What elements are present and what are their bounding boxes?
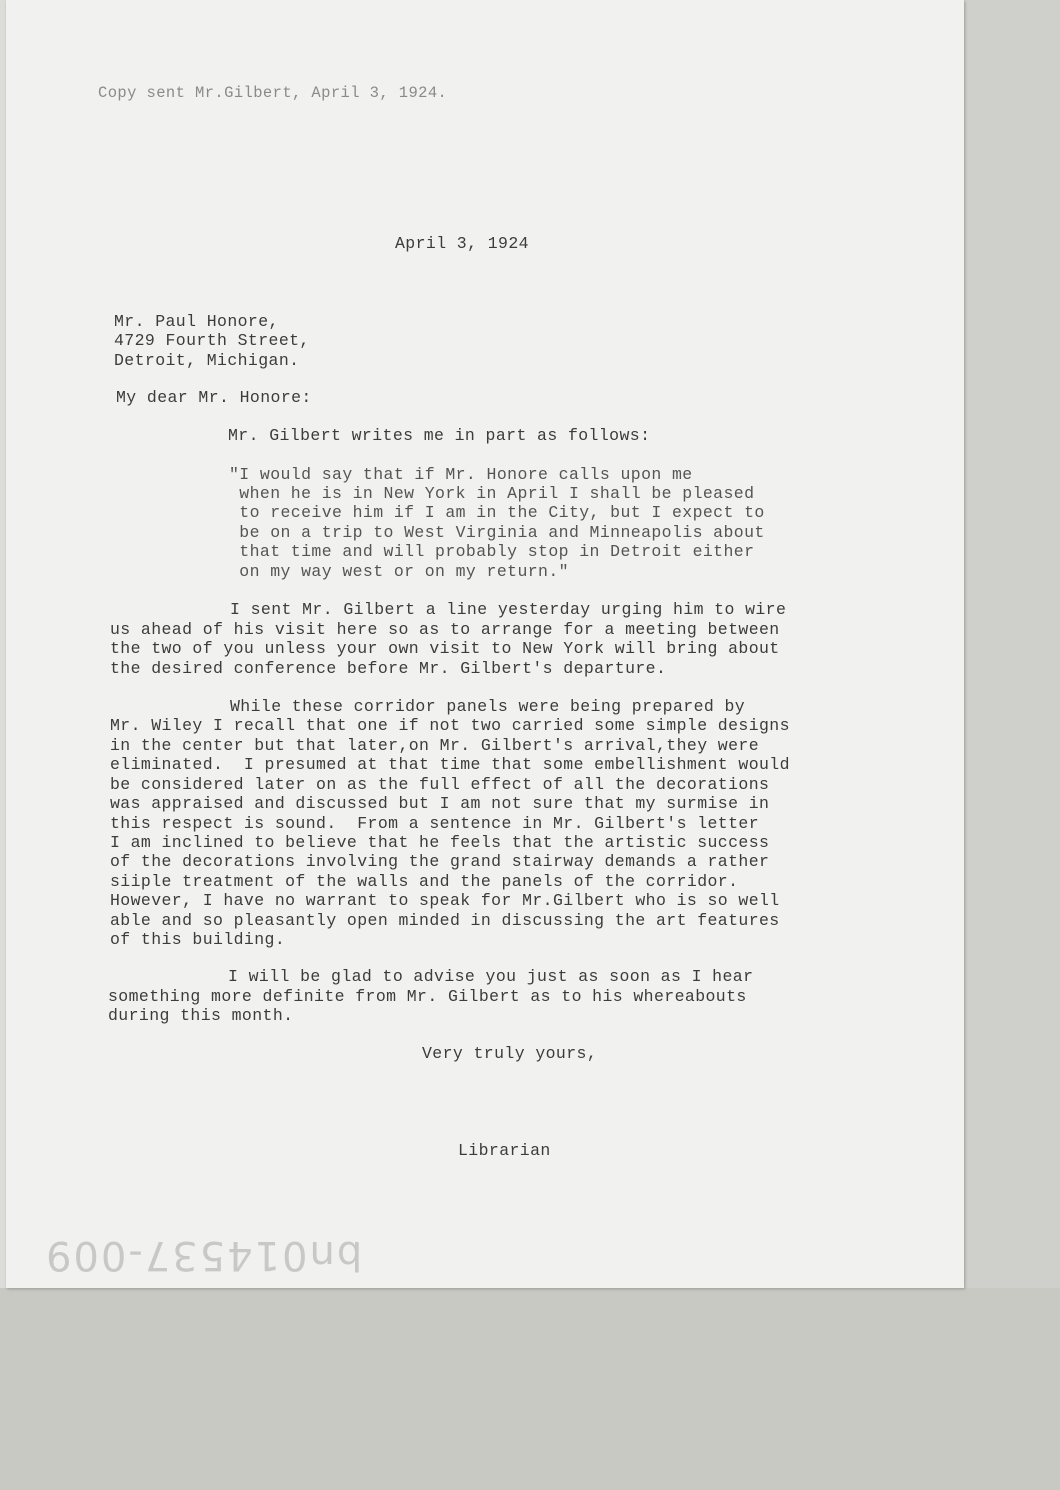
quote-line: on my way west or on my return." xyxy=(229,562,569,581)
paragraph-line: able and so pleasantly open minded in discussing the art features xyxy=(110,911,780,930)
signature-title: Librarian xyxy=(458,1141,551,1160)
paragraph-line: the two of you unless your own visit to New York will bring about xyxy=(110,639,780,658)
closing: Very truly yours, xyxy=(422,1044,598,1063)
paragraph-line: something more definite from Mr. Gilbert as to his whereabouts xyxy=(108,987,747,1006)
paragraph-line: be considered later on as the full effect of all the decorations xyxy=(110,775,770,794)
paragraph-line: us ahead of his visit here so as to arrange for a meeting between xyxy=(110,620,780,639)
address-line: 4729 Fourth Street, xyxy=(114,331,310,350)
salutation: My dear Mr. Honore: xyxy=(116,388,312,407)
paragraph-line: this respect is sound. From a sentence in Mr. Gilbert's letter xyxy=(110,814,760,833)
paragraph-line: I will be glad to advise you just as soon as I hear xyxy=(228,967,754,986)
paragraph-line: I sent Mr. Gilbert a line yesterday urging him to wire xyxy=(230,600,787,619)
quote-intro: Mr. Gilbert writes me in part as follows: xyxy=(228,426,651,445)
paragraph-line: While these corridor panels were being prepared by xyxy=(230,697,746,716)
quote-line: that time and will probably stop in Detroit either xyxy=(229,542,755,561)
address-line: Detroit, Michigan. xyxy=(114,351,300,370)
copy-note: Copy sent Mr.Gilbert, April 3, 1924. xyxy=(98,84,448,102)
paragraph-line: was appraised and discussed but I am not sure that my surmise in xyxy=(110,794,770,813)
letter-date: April 3, 1924 xyxy=(395,234,529,253)
paragraph-line: of this building. xyxy=(110,930,286,949)
paragraph-line: of the decorations involving the grand stairway demands a rather xyxy=(110,852,770,871)
paragraph-line: I am inclined to believe that he feels that the artistic success xyxy=(110,833,770,852)
paragraph-line: However, I have no warrant to speak for Mr.Gilbert who is so well xyxy=(110,891,780,910)
paragraph-line: in the center but that later,on Mr. Gilbert's arrival,they were xyxy=(110,736,760,755)
paragraph-line: during this month. xyxy=(108,1006,294,1025)
quote-line: "I would say that if Mr. Honore calls upon me xyxy=(229,465,693,484)
quote-line: be on a trip to West Virginia and Minneapolis about xyxy=(229,523,765,542)
pencil-archive-mark: bn014537-009 xyxy=(44,1232,363,1278)
paragraph-line: Mr. Wiley I recall that one if not two carried some simple designs xyxy=(110,716,790,735)
quote-line: when he is in New York in April I shall be pleased xyxy=(229,484,755,503)
paragraph-line: the desired conference before Mr. Gilbert's departure. xyxy=(110,659,667,678)
paragraph-line: eliminated. I presumed at that time that some embellishment would xyxy=(110,755,790,774)
address-line: Mr. Paul Honore, xyxy=(114,312,279,331)
background-strip xyxy=(0,1288,1060,1490)
paragraph-line: siiple treatment of the walls and the panels of the corridor. xyxy=(110,872,739,891)
quote-line: to receive him if I am in the City, but I expect to xyxy=(229,503,765,522)
